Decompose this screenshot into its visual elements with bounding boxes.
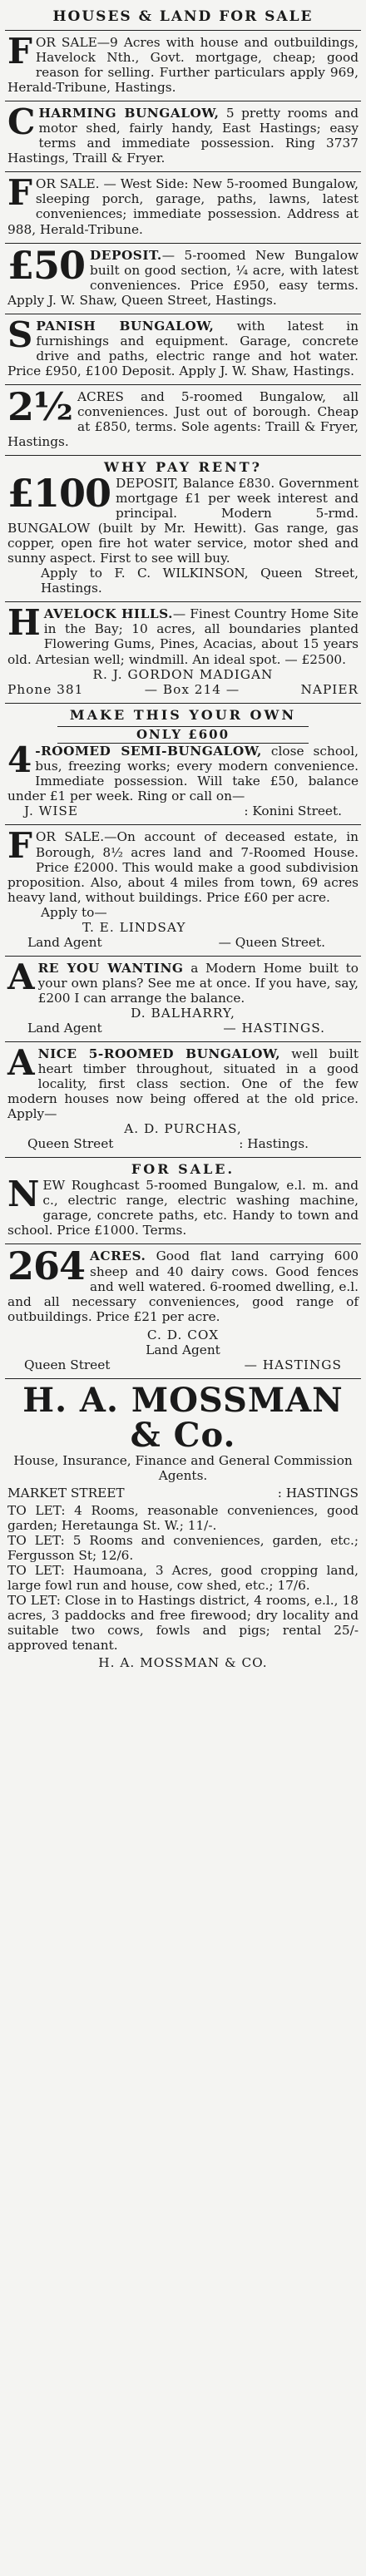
ad-lead: AVELOCK HILLS.	[43, 606, 173, 622]
ad-are-you-wanting	[5, 957, 361, 1042]
agent-name: D. BALHARRY,	[131, 1005, 235, 1021]
big-figure: £100	[7, 471, 111, 516]
ad-sub-banner: ONLY £600	[57, 726, 309, 744]
ad-2-half-acres	[5, 385, 361, 456]
agent-town: — HASTINGS.	[223, 1021, 325, 1036]
ad-text	[7, 739, 359, 804]
ad-nice-5-roomed	[5, 1042, 361, 1158]
agent-line	[7, 1357, 359, 1372]
agent-role: Land Agent	[27, 934, 102, 950]
agent-name: C. D. COX	[146, 1327, 220, 1342]
ad-banner: FOR SALE.	[131, 1161, 235, 1178]
ad-banner: WHY PAY RENT?	[104, 459, 262, 476]
ad-text: OR SALE.—On account of deceased estate, in Borough, 8½ acres land and 7-Roomed House. Price £2000. This would make a good subdivision proposition. Also, about 4 miles from town, 69 acres heavy land, without buildings. Price £60 per acre.	[7, 829, 359, 905]
classifieds-column	[5, 0, 361, 1676]
ad-spanish-bungalow	[5, 314, 361, 385]
firm-address	[7, 1486, 359, 1501]
ad-new-roughcast	[5, 1158, 361, 1244]
ad-text: OR SALE—9 Acres with house and outbuildings, Havelock Nth., Govt. mortgage, cheap; good reason for selling. Further particulars apply 969, Herald-Tribune, Hastings.	[7, 35, 359, 96]
big-figure: £50	[7, 242, 86, 288]
big-figure: 2½	[7, 383, 72, 429]
drop-cap: S	[7, 314, 33, 355]
ad-body: — Finest Country Home Site in the Bay; 10 acres, all boundaries planted Flowering Gums, Pines, Acacias, about 15 years old. Artesian well; windmill. An ideal spot. — £2500.	[7, 606, 359, 667]
ad-lead: NICE 5-ROOMED BUNGALOW,	[37, 1046, 281, 1062]
agent-phone: Phone 381	[7, 681, 84, 697]
drop-cap: F	[7, 825, 32, 867]
ad-text	[7, 101, 359, 166]
ad-text: OR SALE. — West Side: New 5-roomed Bungalow, sleeping porch, garage, paths, lawns, latest conveniences; immediate possession. Address at 988, Herald-Tribune.	[7, 176, 359, 237]
drop-cap: 4	[7, 739, 32, 781]
agent-name: T. E. LINDSAY	[82, 919, 186, 935]
ad-lead: PANISH BUNGALOW,	[36, 318, 215, 334]
ad-text: DEPOSIT, Balance £830. Government mortgage £1 per week interest and principal. Modern 5-rmd. BUNGALOW (built by Mr. Hewitt). Gas range, gas copper, open fire hot water service, motor shed and sunny aspect. First to see will buy.	[7, 476, 359, 566]
firm-street: MARKET STREET	[7, 1485, 125, 1501]
agent-box: — Box 214 —	[144, 681, 240, 697]
ad-body: well built heart timber throughout, situated in a good locality, first class section. One of the few modern houses now being offered at the old price. Apply—	[7, 1046, 359, 1122]
agent-street: — Queen Street.	[218, 934, 325, 950]
ad-264-acres	[5, 1244, 361, 1378]
ad-lead: RE YOU WANTING	[37, 960, 184, 976]
ad-9-acres-havelock	[5, 31, 361, 101]
ad-lead: -ROOMED SEMI-BUNGALOW,	[35, 744, 262, 759]
big-figure: 264	[7, 1244, 86, 1289]
agent-town: NAPIER	[300, 681, 359, 697]
ad-make-this-your-own	[5, 704, 361, 826]
ad-body: 5 pretty rooms and motor shed, fairly handy, East Hastings; easy terms and immediate possession. Ring 3737 Hastings, Traill & Fryer.	[7, 106, 359, 166]
listing-item: TO LET: Close in to Hastings district, 4 rooms, e.l., 18 acres, 3 paddocks and free firewood; dry locality and suitable two cows, fowls and pigs; rental 25/- approved tenant.	[7, 1593, 359, 1654]
ad-havelock-hills	[5, 602, 361, 703]
ad-text	[7, 314, 359, 378]
firm-description: House, Insurance, Finance and General Commission Agents.	[13, 1452, 353, 1483]
listing-item: TO LET: 4 Rooms, reasonable conveniences, good garden; Heretaunga St. W.; 11/-.	[7, 1502, 359, 1534]
firm-signature: H. A. MOSSMAN & CO.	[98, 1655, 268, 1671]
agent-street: Queen Street	[24, 1357, 111, 1372]
ad-apply: Apply to—	[41, 904, 107, 920]
ad-body: close school, bus, freezing works; every modern convenience. Immediate possession. Will take £50, balance under £1 per week. Ring or call on—	[7, 744, 359, 804]
column-heading: HOUSES & LAND FOR SALE	[5, 5, 361, 31]
agent-line	[7, 1136, 359, 1151]
agent-line	[7, 935, 359, 950]
ad-body: a Modern Home built to your own plans? See me at once. If you have, say, £200 I can arrange the balance.	[37, 960, 359, 1006]
drop-cap: H	[7, 602, 41, 644]
ad-mossman	[5, 1379, 361, 1677]
ad-west-side-bungalow	[5, 172, 361, 243]
agent-address: : Konini Street.	[244, 803, 342, 819]
firm-town: : HASTINGS	[277, 1485, 359, 1501]
ad-50-deposit	[5, 244, 361, 314]
agent-name: R. J. GORDON MADIGAN	[92, 666, 274, 682]
ad-body: Good flat land carrying 600 sheep and 40 dairy cows. Good fences and well watered. 6-roomed dwelling, e.l. and all necessary conveniences, good range of outbuildings. Price £21 per acre.	[7, 1248, 359, 1324]
agent-name: A. D. PURCHAS,	[124, 1121, 242, 1137]
drop-cap: F	[7, 31, 32, 72]
ad-banner: MAKE THIS YOUR OWN	[69, 706, 297, 723]
ad-deceased-estate	[5, 825, 361, 956]
agent-role: Land Agent	[146, 1342, 220, 1357]
agent-role: Land Agent	[27, 1021, 102, 1036]
agent-line	[7, 803, 359, 818]
ad-body: with latest in furnishings and equipment. Garage, concrete drive and paths, electric range and hot water. Price £950, £100 Deposit. Apply J. W. Shaw, Hastings.	[7, 318, 359, 378]
listing-item: TO LET: Haumoana, 3 Acres, good cropping land, large fowl run and house, cow shed, etc.; 17/6.	[7, 1563, 359, 1594]
agent-street: Queen Street	[27, 1136, 114, 1152]
drop-cap: A	[7, 1042, 35, 1084]
ad-body: — 5-roomed New Bungalow built on good section, ¼ acre, with latest conveniences. Price £950, easy terms. Apply J. W. Shaw, Queen Street, Hastings.	[7, 247, 359, 308]
ad-text	[7, 1042, 359, 1122]
agent-town: — HASTINGS	[244, 1357, 342, 1372]
ad-charming-bungalow	[5, 101, 361, 172]
ad-lead: DEPOSIT.	[90, 247, 162, 263]
agent-line	[7, 1021, 359, 1036]
agent-contact	[7, 682, 359, 697]
ad-why-pay-rent	[5, 456, 361, 602]
drop-cap: F	[7, 172, 32, 214]
ad-lead: ACRES.	[90, 1248, 146, 1264]
listing-item: TO LET: 5 Rooms and conveniences, garden, etc.; Fergusson St; 12/6.	[7, 1533, 359, 1564]
ad-text: EW Roughcast 5-roomed Bungalow, e.l. m. and c., electric range, electric washing machine, garage, concrete paths, etc. Handy to town and school. Price £1000. Terms.	[7, 1178, 359, 1239]
agent-name: J. WISE	[24, 803, 79, 819]
ad-text	[7, 602, 359, 667]
drop-cap: A	[7, 956, 35, 997]
ad-apply: Apply to F. C. WILKINSON, Queen Street, Hastings.	[41, 566, 359, 596]
firm-name: H. A. MOSSMAN & Co.	[22, 1380, 344, 1455]
drop-cap: N	[7, 1174, 40, 1215]
ad-text: ACRES and 5-roomed Bungalow, all conveniences. Just out of borough. Cheap at £850, terms. Sole agents: Traill & Fryer, Hastings.	[7, 388, 359, 450]
agent-town: : Hastings.	[239, 1136, 309, 1152]
ad-lead: HARMING BUNGALOW,	[38, 106, 220, 121]
ad-text	[7, 956, 359, 1006]
drop-cap: C	[7, 101, 36, 143]
